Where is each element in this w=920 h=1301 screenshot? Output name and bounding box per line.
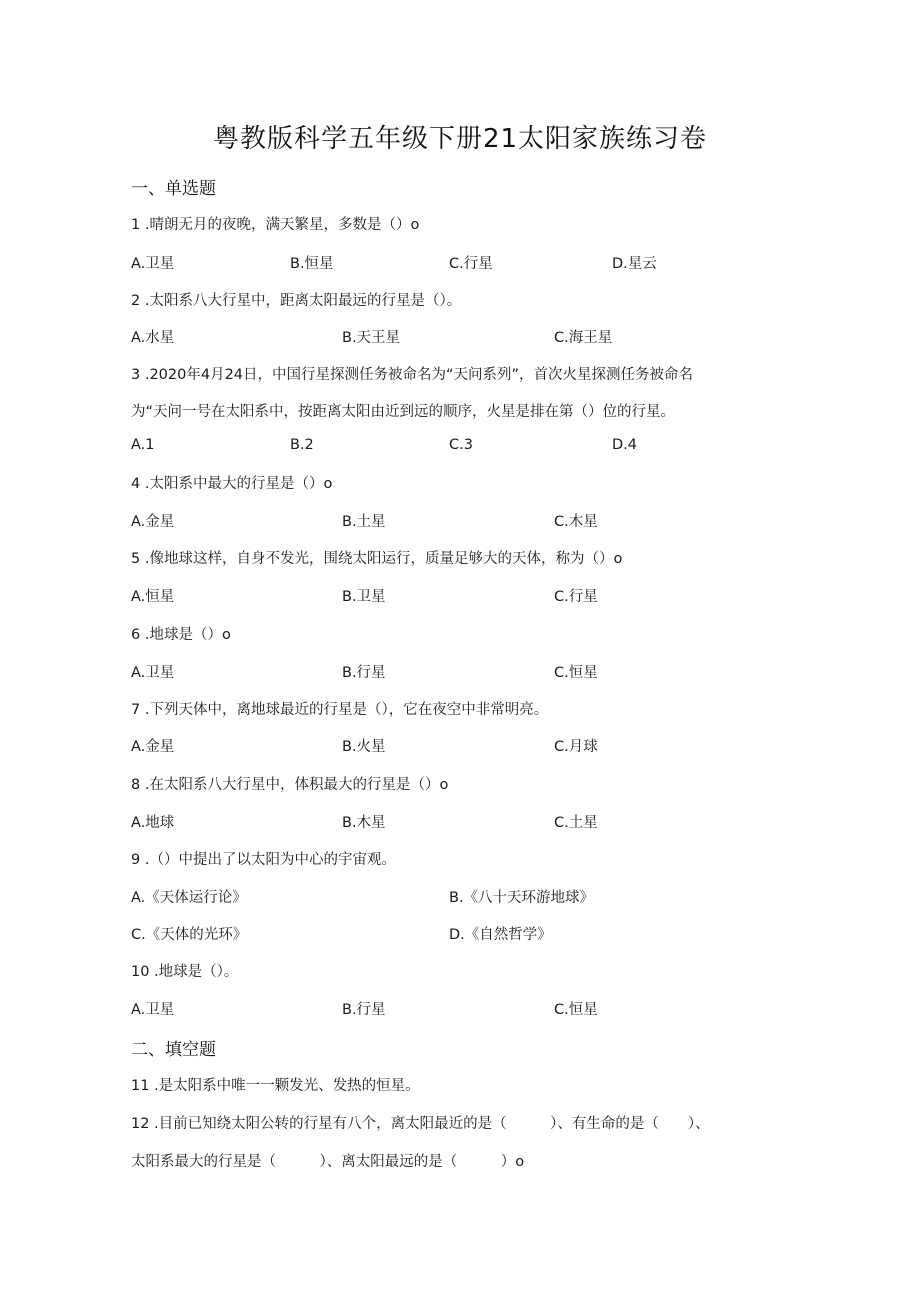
q1-option-c: C.行星 bbox=[449, 256, 493, 272]
q2-option-a: A.水星 bbox=[131, 330, 175, 346]
page-title: 粤教版科学五年级下册21太阳家族练习卷 bbox=[212, 124, 708, 154]
q2-option-c: C.海王星 bbox=[554, 330, 613, 346]
question-12-line-1: 12 .目前已知绕太阳公转的行星有八个，离太阳最近的是（ ）、有生命的是（ ）、 bbox=[131, 1116, 710, 1132]
question-7: 7 .下列天体中，离地球最近的行星是（），它在夜空中非常明亮。 bbox=[131, 702, 549, 718]
q7-option-c: C.月球 bbox=[554, 739, 598, 755]
q6-option-c: C.恒星 bbox=[554, 665, 598, 681]
q9-option-b: B.《八十天环游地球》 bbox=[449, 890, 595, 906]
q10-option-b: B.行星 bbox=[342, 1002, 386, 1018]
section-heading-single-choice: 一、单选题 bbox=[131, 179, 216, 199]
q1-option-b: B.恒星 bbox=[290, 256, 334, 272]
question-6: 6 .地球是（）o bbox=[131, 627, 231, 643]
q8-option-a: A.地球 bbox=[131, 815, 175, 831]
q8-option-c: C.土星 bbox=[554, 815, 598, 831]
question-2: 2 .太阳系八大行星中，距离太阳最远的行星是（）。 bbox=[131, 293, 462, 309]
q2-option-b: B.天王星 bbox=[342, 330, 401, 346]
q10-option-a: A.卫星 bbox=[131, 1002, 175, 1018]
q3-option-c: C.3 bbox=[449, 437, 473, 453]
question-4: 4 .太阳系中最大的行星是（）o bbox=[131, 476, 333, 492]
q5-option-a: A.恒星 bbox=[131, 589, 175, 605]
q3-option-a: A.1 bbox=[131, 437, 155, 453]
question-5: 5 .像地球这样，自身不发光，围绕太阳运行，质量足够大的天体，称为（）o bbox=[131, 551, 623, 567]
section-heading-fill-in: 二、填空题 bbox=[131, 1040, 216, 1060]
q8-option-b: B.木星 bbox=[342, 815, 386, 831]
q4-option-b: B.土星 bbox=[342, 514, 386, 530]
q6-option-a: A.卫星 bbox=[131, 665, 175, 681]
q6-option-b: B.行星 bbox=[342, 665, 386, 681]
question-12-line-2: 太阳系最大的行星是（ ）、离太阳最远的是（ ）o bbox=[131, 1154, 525, 1170]
q10-option-c: C.恒星 bbox=[554, 1002, 598, 1018]
q3-option-b: B.2 bbox=[290, 437, 314, 453]
q9-option-d: D.《自然哲学》 bbox=[449, 927, 552, 943]
q9-option-a: A.《天体运行论》 bbox=[131, 890, 247, 906]
q1-option-a: A.卫星 bbox=[131, 256, 175, 272]
q3-option-d: D.4 bbox=[612, 437, 637, 453]
q9-option-c: C.《天体的光环》 bbox=[131, 927, 248, 943]
question-3-line-1: 3 .2020年4月24日，中国行星探测任务被命名为“天问系列”，首次火星探测任务被命名 bbox=[131, 367, 694, 383]
question-10: 10 .地球是（）。 bbox=[131, 964, 239, 980]
q5-option-c: C.行星 bbox=[554, 589, 598, 605]
q7-option-b: B.火星 bbox=[342, 739, 386, 755]
question-8: 8 .在太阳系八大行星中，体积最大的行星是（）o bbox=[131, 777, 449, 793]
question-9: 9 .（）中提出了以太阳为中心的宇宙观。 bbox=[131, 852, 396, 868]
q4-option-c: C.木星 bbox=[554, 514, 598, 530]
q5-option-b: B.卫星 bbox=[342, 589, 386, 605]
q4-option-a: A.金星 bbox=[131, 514, 175, 530]
question-3-line-2: 为“天问一号在太阳系中，按距离太阳由近到远的顺序，火星是排在第（）位的行星。 bbox=[131, 404, 676, 420]
q1-option-d: D.星云 bbox=[612, 256, 657, 272]
question-11: 11 .是太阳系中唯一一颗发光、发热的恒星。 bbox=[131, 1078, 420, 1094]
q7-option-a: A.金星 bbox=[131, 739, 175, 755]
question-1: 1 .晴朗无月的夜晚，满天繁星，多数是（）o bbox=[131, 217, 420, 233]
